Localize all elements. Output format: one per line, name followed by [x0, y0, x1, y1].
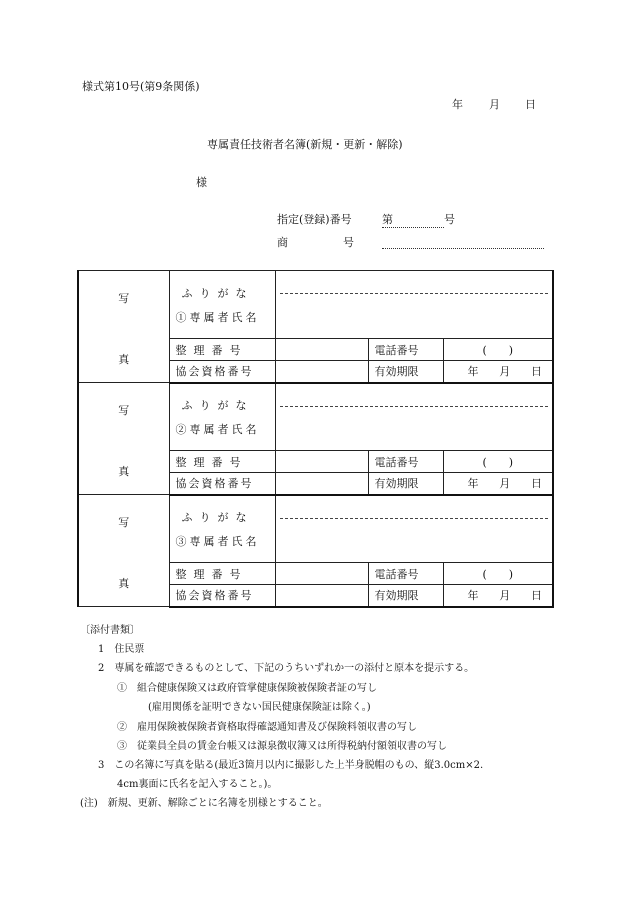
photo-label-top: 写 [118, 516, 130, 529]
page-title: 専属責任技術者名簿(新規・更新・解除) [207, 138, 403, 151]
form-number: 様式第10号(第9条関係) [82, 80, 200, 93]
person-1-seiri-field[interactable] [275, 339, 368, 361]
validity-year: 年 [467, 477, 479, 491]
validity-year: 年 [467, 589, 479, 603]
person-2-label-cell [169, 383, 275, 451]
photo-label-bottom: 真 [118, 353, 130, 366]
validity-label: 有効期限 [368, 585, 443, 607]
kyokai-label: 協会資格番号 [169, 473, 275, 495]
furigana-label: ふりがな [181, 286, 254, 300]
photo-label-bottom: 真 [118, 577, 130, 590]
attachment-item-2-2: ② 雇用保険被保険者資格取得確認通知書及び保険料領収書の写し [117, 722, 417, 733]
trade-name-field[interactable] [382, 248, 544, 249]
validity-month: 月 [499, 477, 511, 491]
furigana-separator [280, 406, 549, 407]
person-2-name-label: ②専属者氏名 [175, 422, 260, 436]
seiri-label: 整理番号 [169, 563, 275, 585]
person-3-label-cell [169, 495, 275, 563]
person-2-kyokai-field[interactable] [275, 473, 368, 495]
trade-name-label: 商 号 [277, 236, 354, 249]
person-1-name-field[interactable] [275, 271, 553, 339]
person-2-tel-field[interactable]: ( ) [443, 451, 553, 473]
photo-label-top: 写 [118, 404, 130, 417]
tel-label: 電話番号 [368, 339, 443, 361]
attachment-item-2-3: ③ 従業員全員の賃金台帳又は源泉徴収簿又は所得税納付額領収書の写し [117, 741, 447, 752]
designation-go: 号 [444, 213, 455, 226]
person-3-name-row [78, 495, 553, 563]
person-3-kyokai-field[interactable] [275, 585, 368, 607]
validity-label: 有効期限 [368, 473, 443, 495]
photo-label-bottom: 真 [118, 465, 130, 478]
person-3-name-label: ③専属者氏名 [175, 534, 260, 548]
photo-label-top: 写 [118, 292, 130, 305]
seiri-label: 整理番号 [169, 451, 275, 473]
furigana-separator [280, 293, 549, 294]
furigana-separator [280, 518, 549, 519]
person-1-label-cell [169, 271, 275, 339]
photo-box-2[interactable] [78, 383, 169, 495]
designation-dai: 第 [382, 213, 393, 226]
validity-day: 日 [531, 477, 542, 491]
person-2-name-field[interactable] [275, 383, 553, 451]
registration-table [77, 270, 554, 608]
furigana-label: ふりがな [181, 398, 254, 412]
person-1-validity-field[interactable] [443, 361, 553, 383]
attachment-item-3-line1: 3 この名簿に写真を貼る(最近3箇月以内に撮影した上半身脱帽のもの、縦3.0cm×2. [98, 760, 484, 771]
attachment-item-2-1-note: (雇用関係を証明できない国民健康保険証は除く。) [148, 702, 371, 713]
person-2-name-row [78, 383, 553, 451]
person-3-validity-field[interactable] [443, 585, 553, 607]
person-3-name-field[interactable] [275, 495, 553, 563]
person-3-seiri-field[interactable] [275, 563, 368, 585]
person-1-kyokai-field[interactable] [275, 361, 368, 383]
validity-year: 年 [467, 365, 479, 379]
seiri-label: 整理番号 [169, 339, 275, 361]
attachment-item-3-line2: 4cm裏面に氏名を記入すること。)。 [117, 779, 278, 790]
designation-number-field[interactable] [382, 214, 444, 228]
tel-label: 電話番号 [368, 451, 443, 473]
person-2-seiri-field[interactable] [275, 451, 368, 473]
validity-month: 月 [499, 589, 511, 603]
tel-label: 電話番号 [368, 563, 443, 585]
attachments-heading: 〔添付書類〕 [80, 625, 140, 636]
footnote: (注) 新規、更新、解除ごとに名簿を別様とすること。 [80, 798, 328, 809]
date-day: 日 [525, 98, 536, 111]
validity-day: 日 [531, 365, 542, 379]
validity-label: 有効期限 [368, 361, 443, 383]
date-year: 年 [452, 98, 463, 111]
kyokai-label: 協会資格番号 [169, 585, 275, 607]
person-3-tel-field[interactable]: ( ) [443, 563, 553, 585]
addressee-suffix: 様 [196, 176, 207, 189]
validity-month: 月 [499, 365, 511, 379]
person-2-validity-field[interactable] [443, 473, 553, 495]
person-1-tel-field[interactable]: ( ) [443, 339, 553, 361]
date-month: 月 [489, 98, 500, 111]
attachment-item-1: 1 住民票 [98, 644, 145, 655]
person-1-name-label: ①専属者氏名 [175, 310, 260, 324]
photo-box-3[interactable] [78, 495, 169, 607]
furigana-label: ふりがな [181, 510, 254, 524]
designation-label: 指定(登録)番号 [277, 213, 352, 226]
attachment-item-2-1: ① 組合健康保険又は政府管掌健康保険被保険者証の写し [117, 683, 377, 694]
person-1-name-row [78, 271, 553, 339]
validity-day: 日 [531, 589, 542, 603]
photo-box-1[interactable] [78, 271, 169, 383]
kyokai-label: 協会資格番号 [169, 361, 275, 383]
attachment-item-2: 2 専属を確認できるものとして、下記のうちいずれか一の添付と原本を提示する。 [98, 663, 475, 674]
